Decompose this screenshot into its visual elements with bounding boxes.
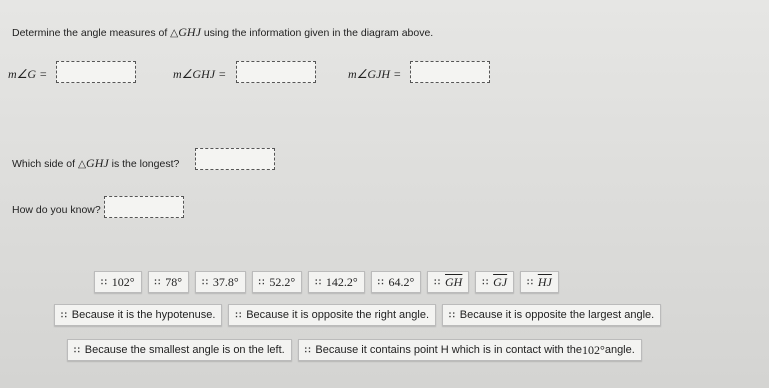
drag-handle-icon: ∷: [154, 276, 160, 287]
longest-side-dropbox[interactable]: [195, 148, 275, 170]
choice-row-reasons-2: [67, 339, 648, 361]
drag-handle-icon: ∷: [258, 276, 264, 287]
reason-dropbox[interactable]: [104, 196, 184, 218]
drag-handle-icon: ∷: [304, 344, 310, 355]
choice-chip[interactable]: ∷ 37.8°: [195, 271, 246, 293]
drag-handle-icon: ∷: [202, 276, 207, 287]
choice-chip[interactable]: ∷ 142.2°: [308, 271, 365, 293]
choice-chip[interactable]: ∷ $\overline{HJ}$: [520, 271, 559, 293]
longest-side-question: Which side of △GHJ is the longest?: [12, 156, 180, 170]
drag-handle-icon: ∷: [101, 276, 106, 287]
angle-ghj-label: m∠GHJ =: [173, 67, 227, 81]
choice-row-values: [94, 271, 565, 293]
drag-handle-icon: ∷: [74, 344, 79, 355]
choice-chip[interactable]: ∷ 52.2°: [252, 271, 303, 293]
drag-handle-icon: ∷: [61, 309, 66, 320]
angle-gjh-label: m∠GJH =: [348, 67, 402, 81]
drag-handle-icon: ∷: [377, 276, 383, 287]
choice-chip[interactable]: ∷ Because it is opposite the right angle.: [228, 304, 436, 326]
choice-chip[interactable]: ∷ Because it contains point H which is in contact with the 102° angle.: [298, 339, 642, 361]
choice-chip[interactable]: ∷ $\overline{GJ}$: [475, 271, 514, 293]
choice-chip[interactable]: ∷ Because it is the hypotenuse.: [54, 304, 222, 326]
drag-handle-icon: ∷: [527, 276, 532, 287]
angle-g-label: m∠G =: [8, 67, 48, 81]
angle-g-dropbox[interactable]: [56, 61, 136, 83]
choice-chip[interactable]: ∷ 78°: [148, 271, 190, 293]
drag-handle-icon: ∷: [449, 309, 454, 320]
drag-handle-icon: ∷: [482, 276, 488, 287]
drag-handle-icon: ∷: [315, 276, 320, 287]
choice-chip[interactable]: ∷ $\overline{GH}$: [427, 271, 469, 293]
how-know-question: How do you know?: [12, 204, 101, 216]
drag-handle-icon: ∷: [235, 309, 241, 320]
choice-chip[interactable]: ∷ 64.2°: [371, 271, 422, 293]
angle-ghj-dropbox[interactable]: [236, 61, 316, 83]
question-prompt: Determine the angle measures of △GHJ using the information given in the diagram above.: [12, 25, 434, 39]
drag-handle-icon: ∷: [434, 276, 440, 287]
choice-row-reasons: [54, 304, 667, 326]
angle-gjh-dropbox[interactable]: [410, 61, 490, 83]
choice-chip[interactable]: ∷ Because it is opposite the largest angle.: [442, 304, 661, 326]
choice-chip[interactable]: ∷ Because the smallest angle is on the left.: [67, 339, 292, 361]
choice-chip[interactable]: ∷ 102°: [94, 271, 142, 293]
